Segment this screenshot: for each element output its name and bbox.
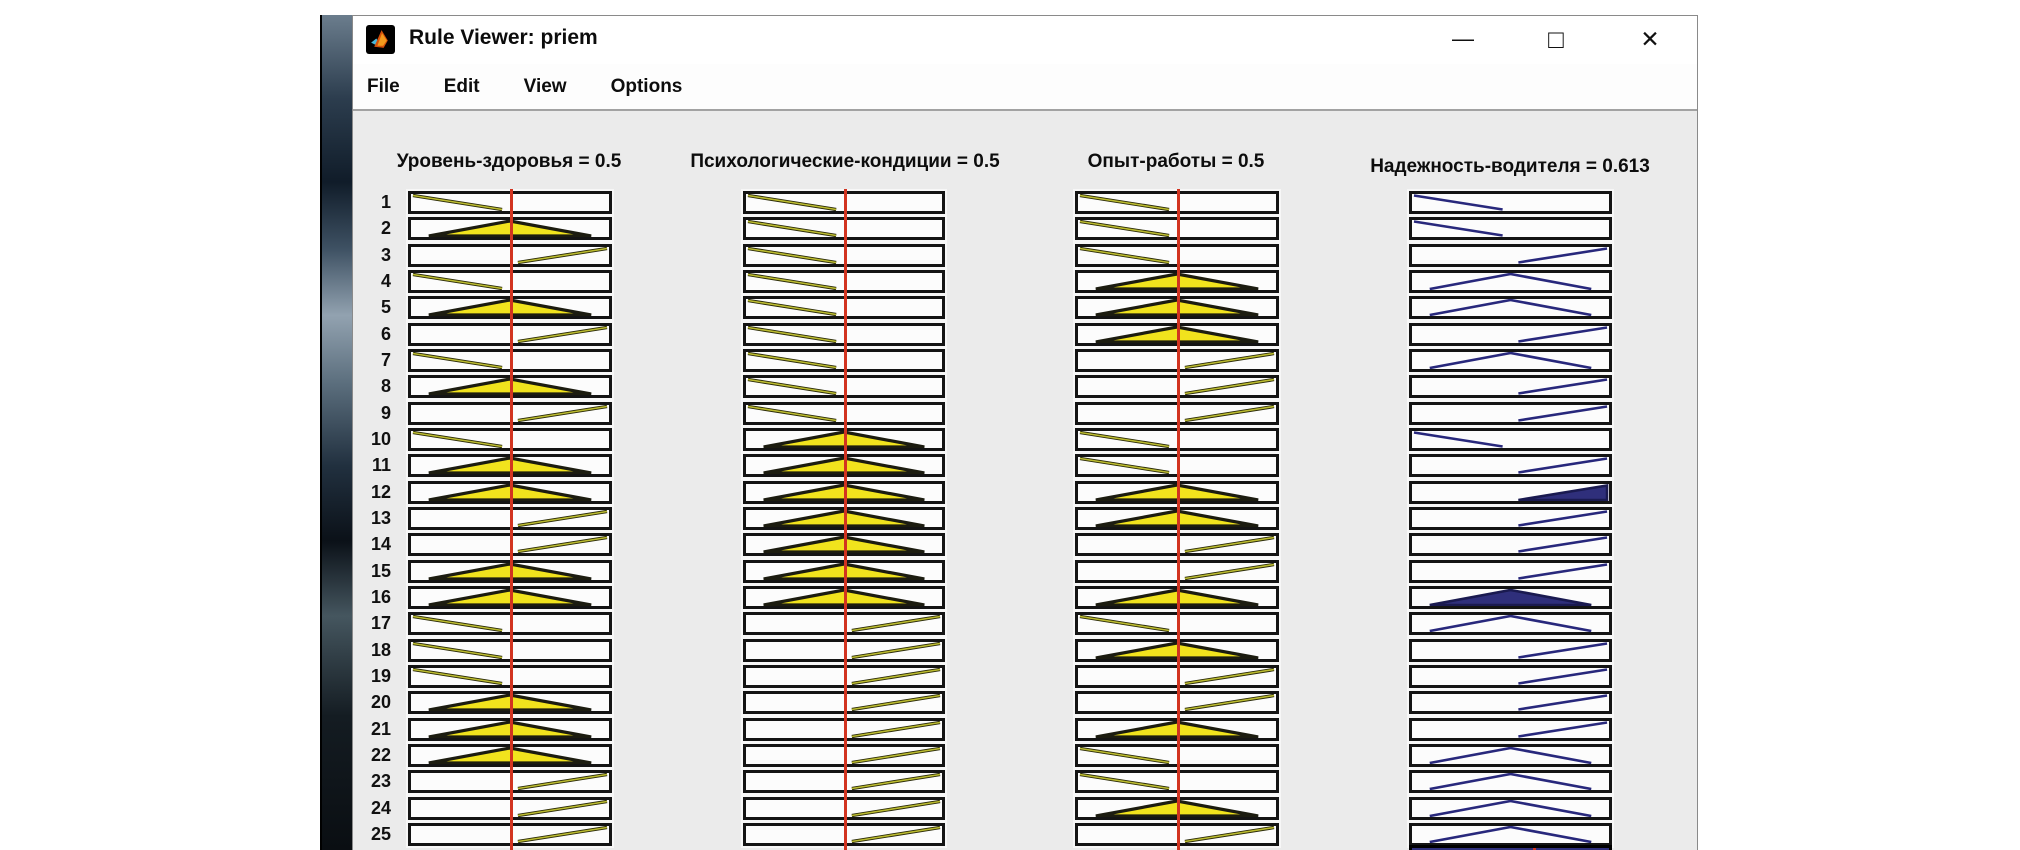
matlab-icon (366, 25, 395, 54)
rule-cell-output[interactable] (1409, 428, 1612, 451)
rule-number[interactable]: 6 (380, 323, 391, 344)
rule-number[interactable]: 10 (370, 428, 391, 449)
menu-item-file[interactable]: File (367, 75, 400, 97)
window-title: Rule Viewer: priem (409, 26, 598, 49)
rule-number[interactable]: 25 (370, 823, 391, 844)
column-header-input-2: Психологические-кондиции = 0.5 (690, 151, 1000, 172)
rule-cell-output[interactable] (1409, 507, 1612, 530)
background-window-edge (320, 15, 355, 850)
rule-cell-output[interactable] (1409, 349, 1612, 372)
rule-number[interactable]: 21 (370, 718, 391, 739)
rule-cell-output[interactable] (1409, 560, 1612, 583)
rule-number[interactable]: 16 (370, 586, 391, 607)
rule-cell-output[interactable] (1409, 770, 1612, 793)
rule-number[interactable]: 14 (370, 534, 391, 555)
rule-cell-output[interactable] (1409, 665, 1612, 688)
rule-number[interactable]: 9 (380, 402, 391, 423)
plot-area (353, 114, 1697, 850)
rule-number[interactable]: 8 (380, 376, 391, 397)
rule-cell-output[interactable] (1409, 481, 1612, 504)
rule-number[interactable]: 1 (380, 192, 391, 212)
rule-number[interactable]: 4 (380, 270, 391, 291)
column-header-input-1: Уровень-здоровья = 0.5 (396, 151, 622, 172)
rule-number[interactable]: 22 (370, 744, 391, 765)
rule-cell-output[interactable] (1409, 823, 1612, 846)
rule-cell-output[interactable] (1409, 639, 1612, 662)
rule-cell-output[interactable] (1409, 533, 1612, 556)
rule-number[interactable]: 24 (370, 797, 391, 818)
rule-number[interactable]: 2 (380, 218, 391, 239)
rule-cell-output[interactable] (1409, 244, 1612, 267)
minimize-button[interactable]: — (1452, 26, 1474, 51)
rule-cell-output[interactable] (1409, 402, 1612, 425)
rule-number[interactable]: 5 (380, 297, 391, 318)
rule-cell-output[interactable] (1409, 323, 1612, 346)
rule-number[interactable]: 11 (371, 455, 391, 476)
rule-number[interactable]: 7 (380, 349, 391, 370)
rule-cell-output[interactable] (1409, 797, 1612, 820)
rule-number[interactable]: 19 (370, 665, 391, 686)
rule-cell-output[interactable] (1409, 744, 1612, 767)
aggregate-output-strip (1409, 845, 1612, 850)
close-button[interactable]: ✕ (1640, 26, 1660, 52)
input-value-line-2[interactable] (844, 189, 847, 850)
rule-number[interactable]: 15 (370, 560, 391, 581)
rule-number[interactable]: 3 (380, 244, 391, 265)
rule-cell-output[interactable] (1409, 454, 1612, 477)
title-bar (353, 16, 1697, 64)
rule-cell-output[interactable] (1409, 375, 1612, 398)
menu-item-options[interactable]: Options (610, 75, 683, 97)
maximize-button[interactable]: □ (1548, 24, 1564, 54)
rule-cell-output[interactable] (1409, 296, 1612, 319)
rule-number[interactable]: 18 (370, 639, 391, 660)
menu-item-view[interactable]: View (523, 75, 567, 97)
rule-number[interactable]: 23 (370, 771, 391, 792)
column-header-input-3: Опыт-работы = 0.5 (1087, 151, 1265, 172)
rule-cell-output[interactable] (1409, 191, 1612, 214)
rule-number[interactable]: 20 (370, 692, 391, 713)
rule-cell-output[interactable] (1409, 217, 1612, 240)
input-value-line-3[interactable] (1177, 189, 1180, 850)
input-value-line-1[interactable] (510, 189, 513, 850)
menu-item-edit[interactable]: Edit (443, 75, 480, 97)
column-header-output: Надежность-водителя = 0.613 (1370, 156, 1650, 177)
rule-cell-output[interactable] (1409, 586, 1612, 609)
rule-number[interactable]: 12 (370, 481, 391, 502)
rule-cell-output[interactable] (1409, 718, 1612, 741)
rule-viewer-window (352, 15, 1698, 850)
menu-bar (353, 64, 1697, 111)
rule-cell-output[interactable] (1409, 270, 1612, 293)
rule-number[interactable]: 17 (370, 613, 391, 634)
rule-number[interactable]: 13 (370, 507, 391, 528)
rule-cell-output[interactable] (1409, 691, 1612, 714)
rule-cell-output[interactable] (1409, 612, 1612, 635)
